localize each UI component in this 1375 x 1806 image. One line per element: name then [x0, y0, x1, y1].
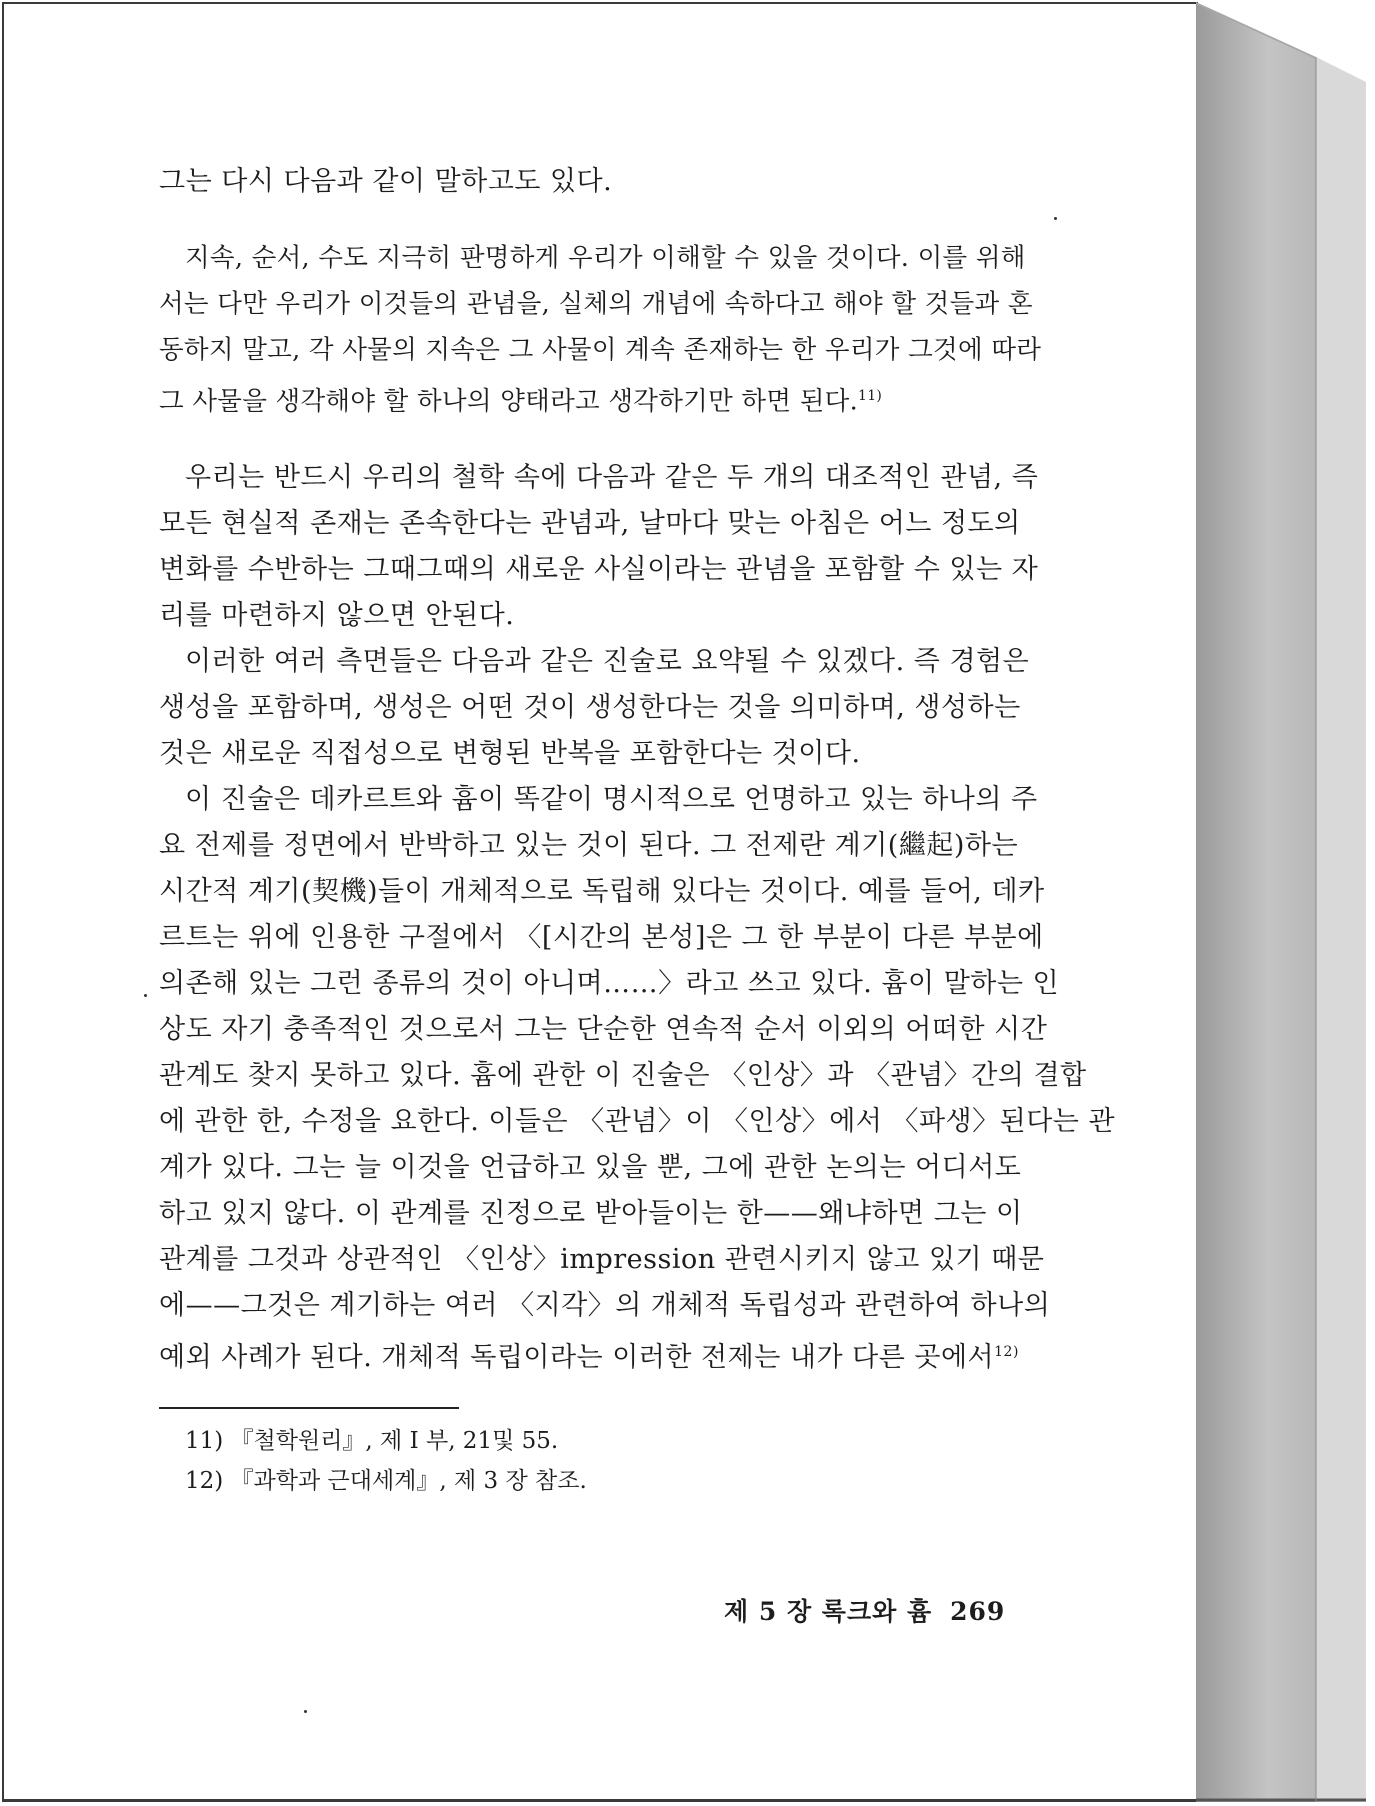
page-stack-edge: [1196, 2, 1366, 1802]
text-line: 요 전제를 정면에서 반박하고 있는 것이 된다. 그 전제란 계기(繼起)하는: [159, 829, 1019, 861]
page-number: 269: [950, 1597, 1006, 1626]
footnote-divider: [159, 1407, 459, 1409]
text-line: 상도 자기 충족적인 것으로서 그는 단순한 연속적 순서 이외의 어떠한 시간: [159, 1013, 1048, 1045]
text-line: 에 관한 한, 수정을 요한다. 이들은 〈관념〉이 〈인상〉에서 〈파생〉된다는 관: [159, 1105, 1116, 1137]
text-line: 리를 마련하지 않으면 안된다.: [159, 599, 515, 631]
quote-line: 지속, 순서, 수도 지극히 판명하게 우리가 이해할 수 있을 것이다. 이를 위해: [185, 243, 1026, 273]
text-line: 관계를 그것과 상관적인 〈인상〉impression 관련시키지 않고 있기 때문: [159, 1243, 1045, 1275]
text-line: 이 진술은 데카르트와 흄이 똑같이 명시적으로 언명하고 있는 하나의 주: [185, 783, 1038, 815]
scan-speck: [144, 994, 147, 997]
quote-line: 동하지 말고, 각 사물의 지속은 그 사물이 계속 존재하는 한 우리가 그것에 따라: [159, 335, 1042, 365]
running-footer: [724, 1592, 1005, 1628]
text-line: 우리는 반드시 우리의 철학 속에 다음과 같은 두 개의 대조적인 관념, 즉: [185, 461, 1039, 493]
text-line: 것은 새로운 직접성으로 변형된 반복을 포함한다는 것이다.: [159, 737, 861, 769]
text-line: 시간적 계기(契機)들이 개체적으로 독립해 있다는 것이다. 예를 들어, 데카: [159, 875, 1045, 907]
quote-line: [159, 373, 1039, 425]
paragraph: [159, 639, 1039, 777]
book-page: [2, 2, 1198, 1802]
footnote: 11) 『철학원리』, 제 I 부, 21및 55.: [185, 1427, 559, 1454]
footnote: 12) 『과학과 근대세계』, 제 3 장 참조.: [185, 1467, 587, 1494]
paragraph: [159, 777, 1116, 1381]
scan-speck: [1054, 217, 1057, 220]
text-line: 에——그것은 계기하는 여러 〈지각〉의 개체적 독립성과 관련하여 하나의: [159, 1289, 1051, 1321]
footnote-ref: 12): [994, 1343, 1019, 1360]
text-span: 예외 사례가 된다. 개체적 독립이라는 이러한 전제는 내가 다른 곳에서: [159, 1341, 995, 1373]
page-body: [159, 159, 1116, 1501]
text-line: 이러한 여러 측면들은 다음과 같은 진술로 요약될 수 있겠다. 즉 경험은: [185, 645, 1030, 677]
scan-speck: [304, 1710, 307, 1713]
text-line: 의존해 있는 그런 종류의 것이 아니며……〉라고 쓰고 있다. 흄이 말하는 인: [159, 967, 1060, 999]
quote-text: 그 사물을 생각해야 할 하나의 양태라고 생각하기만 하면 된다.: [159, 386, 858, 417]
text-line: 계가 있다. 그는 늘 이것을 언급하고 있을 뿐, 그에 관한 논의는 어디서도: [159, 1151, 1022, 1183]
block-quote: [159, 235, 1042, 425]
text-line: 관계도 찾지 못하고 있다. 흄에 관한 이 진술은 〈인상〉과 〈관념〉간의 결합: [159, 1059, 1087, 1091]
text-line: 모든 현실적 존재는 존속한다는 관념과, 날마다 맞는 아침은 어느 정도의: [159, 507, 1021, 539]
quote-line: 서는 다만 우리가 이것들의 관념을, 실체의 개념에 속하다고 해야 할 것들과 혼: [159, 289, 1033, 319]
paragraph: [159, 455, 1039, 639]
text-line: 하고 있지 않다. 이 관계를 진정으로 받아들이는 한——왜냐하면 그는 이: [159, 1197, 1023, 1229]
text-line: 그는 다시 다음과 같이 말하고도 있다.: [159, 166, 613, 197]
text-line: 생성을 포함하며, 생성은 어떤 것이 생성한다는 것을 의미하며, 생성하는: [159, 691, 1021, 723]
text-line: 변화를 수반하는 그때그때의 새로운 사실이라는 관념을 포함할 수 있는 자: [159, 553, 1039, 585]
chapter-label: 제 5 장 록크와 흄: [724, 1597, 933, 1626]
text-line: 르트는 위에 인용한 구절에서 〈[시간의 본성]은 그 한 부분이 다른 부분에: [159, 921, 1044, 953]
footnote-ref: 11): [857, 388, 883, 404]
text-line: [159, 1329, 1039, 1381]
